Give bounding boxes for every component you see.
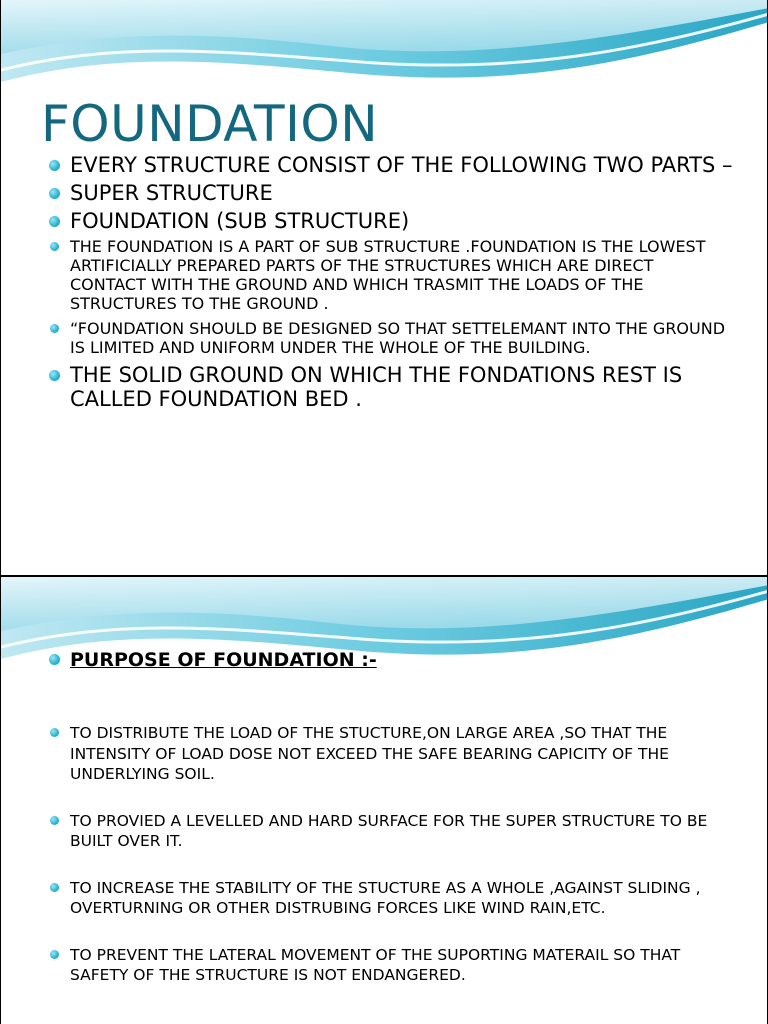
bullet-text: SUPER STRUCTURE	[70, 181, 273, 205]
bullet-list	[43, 723, 733, 1012]
list-item	[43, 945, 733, 986]
bullet-text: EVERY STRUCTURE CONSIST OF THE FOLLOWING TWO PARTS –	[70, 153, 733, 177]
bullet-text: “FOUNDATION SHOULD BE DESIGNED SO THAT SETTELEMANT INTO THE GROUND IS LIMITED AND UNIFORM UNDER THE WHOLE OF THE BUILDING.	[70, 319, 726, 357]
bullet-icon	[49, 188, 60, 199]
bullet-icon	[49, 216, 60, 227]
section-heading	[43, 648, 733, 672]
bullet-text: TO INCREASE THE STABILITY OF THE STUCTURE AS A WHOLE ,AGAINST SLIDING , OVERTURNING OR OTHER DISTRUBING FORCES LIKE WIND RAIN,ETC.	[70, 878, 701, 917]
list-item	[43, 319, 733, 357]
bullet-text: THE FOUNDATION IS A PART OF SUB STRUCTURE .FOUNDATION IS THE LOWEST ARTIFICIALLY PREPARED PARTS OF THE STRUCTURES WHICH ARE DIRECT CONTACT WITH THE GROUND AND WHICH TRASMIT THE LOADS OF THE STRUCTURES TO THE GROUND .	[70, 237, 706, 313]
list-item	[43, 181, 733, 205]
bullet-text: TO PREVENT THE LATERAL MOVEMENT OF THE SUPORTING MATERAIL SO THAT SAFETY OF THE STRUCTURE IS NOT ENDANGERED.	[70, 945, 681, 984]
bullet-text: FOUNDATION (SUB STRUCTURE)	[70, 209, 410, 233]
bullet-icon	[49, 654, 60, 665]
bullet-icon	[50, 728, 59, 737]
list-item	[43, 209, 733, 233]
bullet-list	[43, 153, 733, 415]
list-item	[43, 363, 733, 411]
list-item	[43, 811, 733, 852]
heading-text: PURPOSE OF FOUNDATION :-	[70, 649, 377, 671]
slide-title: FOUNDATION	[41, 95, 379, 153]
bullet-text: TO PROVIED A LEVELLED AND HARD SURFACE FOR THE SUPER STRUCTURE TO BE BUILT OVER IT.	[70, 811, 708, 850]
list-item	[43, 237, 733, 313]
list-item	[43, 153, 733, 177]
bullet-icon	[50, 883, 59, 892]
heading-list	[43, 648, 733, 672]
bullet-icon	[50, 324, 59, 333]
list-item	[43, 723, 733, 785]
slide-2	[0, 576, 768, 1024]
bullet-text: TO DISTRIBUTE THE LOAD OF THE STUCTURE,ON LARGE AREA ,SO THAT THE INTENSITY OF LOAD DOSE NOT EXCEED THE SAFE BEARING CAPICITY OF THE UNDERLYING SOIL.	[70, 724, 669, 783]
bullet-text: THE SOLID GROUND ON WHICH THE FONDATIONS REST IS CALLED FOUNDATION BED .	[70, 363, 683, 411]
bullet-icon	[49, 370, 60, 381]
bullet-icon	[50, 816, 59, 825]
bullet-icon	[49, 160, 60, 171]
bullet-icon	[50, 950, 59, 959]
bullet-icon	[50, 242, 59, 251]
list-item	[43, 878, 733, 919]
